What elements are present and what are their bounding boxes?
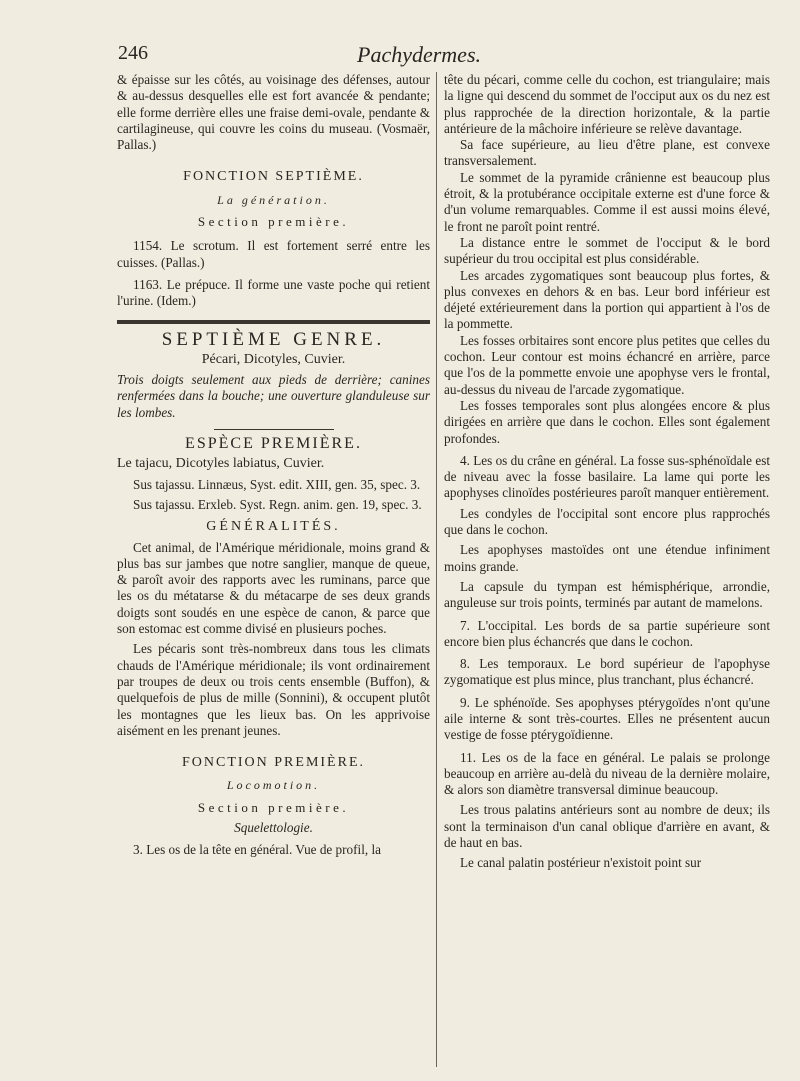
running-title: Pachydermes. [357,42,482,67]
genre-name: Pécari, Dicotyles, Cuvier. [201,351,346,367]
paragraph: Les condyles de l'occipital sont encore plus rapprochés que dans le cochon. [444,505,770,538]
section-heading: Section première. [197,214,350,230]
subheading-squelettologie: Squelettologie. [234,819,313,835]
paragraph: 7. L'occipital. Les bords de sa partie supérieure sont encore bien plus échancrés que dans le cochon. [444,617,770,649]
heading-fonction-premiere: FONCTION PREMIÈRE. [181,755,365,771]
paragraph: Cet animal, de l'Amérique méridionale, moins grand & plus bas sur jambes que notre sanglier, manque de queue, & paroît avoir des rapports avec les ruminans, parce que les os du métatarse & du métacarpe de ses deux grands doigts sont soudés en une espèce de canon, & parce que son estomac est comme divisé en plusieurs poches. [117,539,430,637]
short-rule [214,429,334,430]
paragraph: La capsule du tympan est hémisphérique, arrondie, anguleuse sur trois points, terminés par autant de mamelons. [444,578,770,611]
heavy-rule [117,320,430,324]
column-divider [436,72,437,1067]
synonym-erxleben: Sus tajassu. Erxleb. Syst. Regn. anim. gen. 19, spec. 3. [133,496,422,512]
paragraph-prepuce: 1163. Le prépuce. Il forme une vaste poche qui retient l'urine. (Idem.) [117,276,430,309]
genre-title: SEPTIÈME GENRE. [161,328,386,350]
paragraph: 4. Les os du crâne en général. La fosse sus-sphénoïdale est de niveau avec la fosse basilaire. La lame qui porte les apophyses clinoïdes postérieures paroît manquer entièrement. [444,452,770,501]
paragraph: 9. Le sphénoïde. Ses apophyses ptérygoïdes n'ont qu'une aile interne & sont très-courtes. Elles ne présentent aucun vestige de fosse ptérygoïdienne. [444,694,770,743]
paragraph: Le canal palatin postérieur n'existoit point sur [460,855,702,871]
paragraph: Les apophyses mastoïdes ont une étendue infiniment moins grande. [444,542,770,574]
espece-name: Le tajacu, Dicotyles labiatus, Cuvier. [117,456,325,472]
heading-fonction-septieme: FONCTION SEPTIÈME. [183,169,364,185]
paragraph: 3. Les os de la tête en général. Vue de profil, la [133,842,381,858]
paragraph: Sa face supérieure, au lieu d'être plane, est convexe transversalement. [444,137,770,169]
paragraph-scrotum: 1154. Le scrotum. Il est fortement serré entre les cuisses. (Pallas.) [117,238,430,270]
page-header [92,42,798,72]
paragraph: Les arcades zygomatiques sont beaucoup plus fortes, & plus convexes en dehors & en bas. Leur bord inférieur est déjeté extérieurement dans la portion qui appartient à l'os de la pommette. [444,267,770,332]
paragraph: Les fosses temporales sont plus alongées encore & plus dirigées en arrière que dans le cochon. Elles sont également profondes. [444,397,770,446]
paragraph: 8. Les temporaux. Le bord supérieur de l'apophyse zygomatique est plus mince, plus tranchant, plus échancré. [444,656,770,688]
paragraph: Les pécaris sont très-nombreux dans tous les climats chauds de l'Amérique méridionale; ils vont ordinairement par troupes de deux ou trois cents ensemble (Buffon), & quelquefois de plus de mille (Sonnini), & occupent plutôt les montagnes que les lieux bas. On les apprivoise aisément en les prenant jeunes. [117,641,430,738]
left-column [117,72,430,859]
paragraph: 11. Les os de la face en général. Le palais se prolonge beaucoup en arrière au-delà du niveau de la dernière molaire, & alors son diamètre transversal diminue beaucoup. [444,749,770,798]
genre-description: Trois doigts seulement aux pieds de derrière; canines renfermées dans la bouche; une ouverture glanduleuse sur les lombes. [117,372,430,420]
generalites-heading: GÉNÉRALITÉS. [206,519,341,535]
synonym-linnaeus: Sus tajassu. Linnæus, Syst. edit. XIII, gen. 35, spec. 3. [133,476,421,492]
paragraph: & épaisse sur les côtés, au voisinage des défenses, autour & au-dessus desquelles elle est fort avancée & pendante; elle forme derrière elles une fraise demi-ovale, pendante & cartilagineuse, qui couvre les coins du museau. (Vosmaër, Pallas.) [117,72,430,153]
paragraph: Les trous palatins antérieurs sont au nombre de deux; ils sont la terminaison d'un canal oblique d'arrière en avant, & de haut en bas. [444,802,770,851]
paragraph: tête du pécari, comme celle du cochon, est triangulaire; mais la ligne qui descend du sommet de l'occiput aux os du nez est plus rapprochée de la direction horizontale, & la partie antérieure de la mâchoire inférieure se relève davantage. [444,72,770,136]
espece-title: ESPÈCE PREMIÈRE. [185,435,362,453]
paragraph: Le sommet de la pyramide crânienne est beaucoup plus étroit, & la protubérance occipitale externe est d'une force & d'un volume remarquables. Comme il est aussi moins élevé, le front ne paroît point rentré. [444,169,770,234]
page-number: 246 [118,42,148,64]
paragraph: Les fosses orbitaires sont encore plus petites que celles du cochon. Leur contour est moins échancré en arrière, parce que l'os de la pommette envoie une apophyse vers le frontal, au-dessus du niveau de l'arcade zygomatique. [444,332,770,397]
paragraph: La distance entre le sommet de l'occiput & le bord supérieur du trou occipital est plus considérable. [444,234,770,267]
subheading-generation: La génération. [217,192,330,207]
subheading-locomotion: Locomotion. [226,778,321,793]
right-column [444,72,770,872]
section-heading: Section première. [197,799,350,815]
